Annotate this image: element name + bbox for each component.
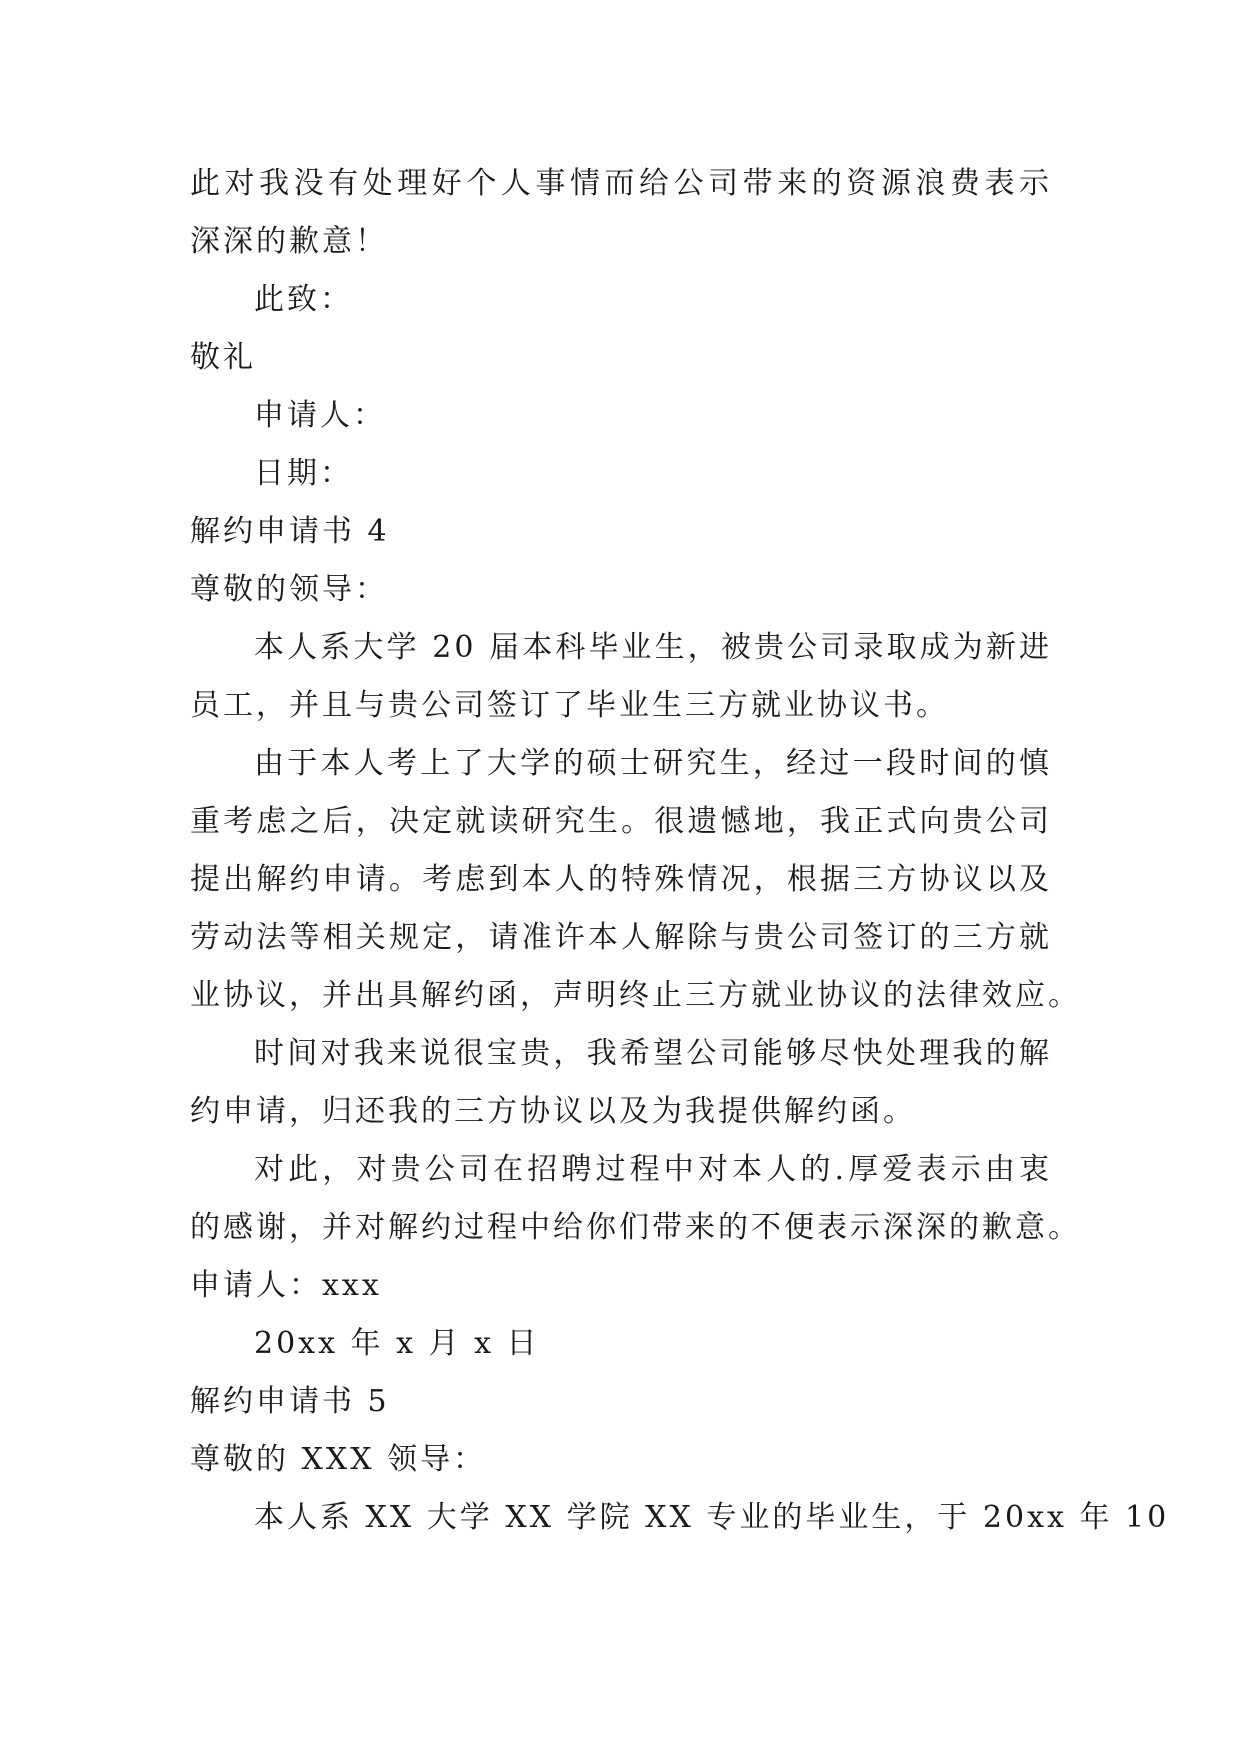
section-heading: 解约申请书 4	[190, 514, 390, 549]
document-body	[190, 155, 1170, 1547]
greeting: 尊敬的领导：	[190, 572, 388, 607]
paragraph-line: 本人系 XX 大学 XX 学院 XX 专业的毕业生，于 20xx 年 10	[254, 1500, 1170, 1535]
applicant-label: 申请人：	[254, 398, 386, 433]
paragraph-line: 员工，并且与贵公司签订了毕业生三方就业协议书。	[190, 688, 949, 723]
text-line: 深深的歉意！	[190, 224, 388, 259]
paragraph-line: 重考虑之后，决定就读研究生。很遗憾地，我正式向贵公司	[190, 804, 1052, 839]
closing-regards: 敬礼	[190, 340, 256, 375]
closing-salutation: 此致：	[254, 282, 353, 317]
applicant-signature: 申请人：xxx	[190, 1268, 382, 1303]
section-heading: 解约申请书 5	[190, 1384, 390, 1419]
paragraph-line: 劳动法等相关规定，请准许本人解除与贵公司签订的三方就	[190, 920, 1052, 955]
paragraph-line: 业协议，并出具解约函，声明终止三方就业协议的法律效应。	[190, 978, 1081, 1013]
paragraph-line: 本人系大学 20 届本科毕业生，被贵公司录取成为新进	[254, 630, 1052, 665]
date-label: 日期：	[254, 456, 353, 491]
signature-date: 20xx 年 x 月 x 日	[254, 1326, 540, 1361]
paragraph-line: 时间对我来说很宝贵，我希望公司能够尽快处理我的解	[254, 1036, 1052, 1071]
paragraph-line: 对此，对贵公司在招聘过程中对本人的.厚爱表示由衷	[254, 1152, 1052, 1187]
paragraph-line: 提出解约申请。考虑到本人的特殊情况，根据三方协议以及	[190, 862, 1052, 897]
paragraph-line: 的感谢，并对解约过程中给你们带来的不便表示深深的歉意。	[190, 1210, 1081, 1245]
paragraph-line: 由于本人考上了大学的硕士研究生，经过一段时间的慎	[254, 746, 1052, 781]
paragraph-line: 约申请，归还我的三方协议以及为我提供解约函。	[190, 1094, 916, 1129]
greeting: 尊敬的 XXX 领导：	[190, 1442, 487, 1477]
text-line: 此对我没有处理好个人事情而给公司带来的资源浪费表示	[190, 166, 1052, 201]
